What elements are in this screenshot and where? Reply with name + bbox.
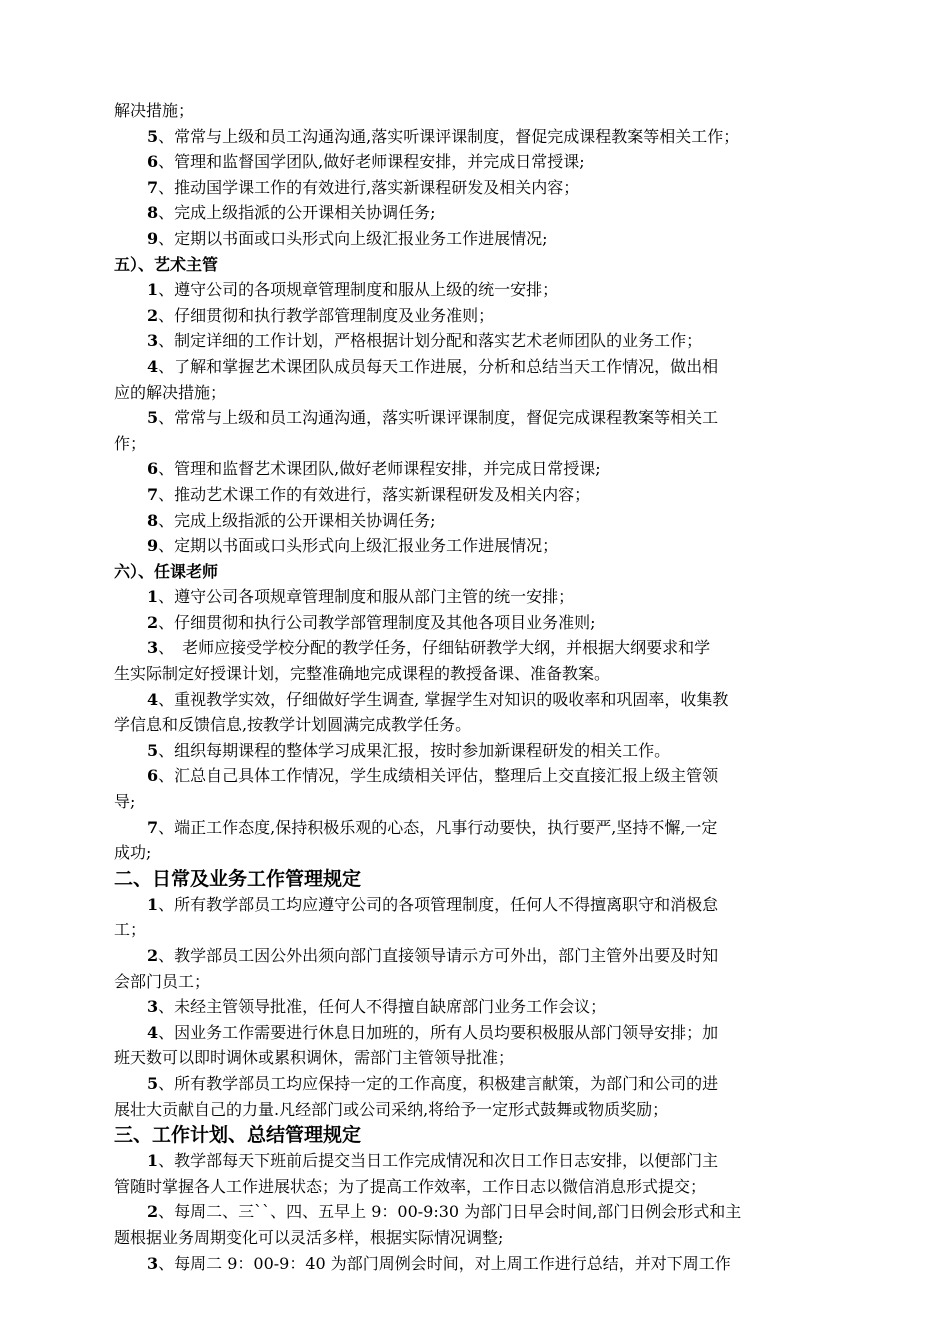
continuation-line: 导;: [114, 792, 136, 812]
item-text: 、仔细贯彻和执行教学部管理制度及业务准则；: [158, 305, 495, 325]
list-item: [114, 892, 839, 918]
item-number: 1: [147, 1151, 159, 1171]
item-text: 、定期以书面或口头形式向上级汇报业务工作进展情况;: [158, 228, 548, 248]
list-item: [114, 303, 839, 329]
list-item: [114, 994, 839, 1020]
item-text: 、未经主管领导批准，任何人不得擅自缺席部门业务工作会议；: [158, 997, 607, 1017]
list-item: [114, 328, 839, 354]
continuation-line: 管随时掌握各人工作进展状态；为了提高工作效率，工作日志以微信消息形式提交；: [114, 1176, 707, 1196]
list-item: [114, 815, 839, 841]
sub-heading: 六）、任课老师: [114, 561, 219, 581]
list-item: [114, 277, 839, 303]
item-number: 4: [147, 356, 159, 376]
item-text: 、常常与上级和员工沟通沟通,落实听课评课制度，督促完成课程教案等相关工作；: [158, 126, 740, 146]
list-item: [114, 405, 839, 431]
item-number: 2: [147, 1202, 159, 1222]
item-text: 、遵守公司的各项规章管理制度和服从上级的统一安排；: [158, 280, 559, 300]
item-number: 2: [147, 946, 159, 965]
section-heading: 二、日常及业务工作管理规定: [114, 867, 362, 890]
continuation-line: 成功;: [114, 843, 152, 863]
item-text: 、仔细贯彻和执行公司教学部管理制度及其他各项目业务准则;: [158, 612, 596, 632]
list-item: [114, 635, 839, 661]
item-number: 2: [147, 612, 159, 632]
item-number: 9: [147, 536, 159, 556]
item-number: 5: [147, 408, 159, 428]
section-heading: 三、工作计划、总结管理规定: [114, 1124, 362, 1147]
list-item: [114, 354, 839, 380]
list-item: [114, 943, 839, 969]
item-text: 、因业务工作需要进行休息日加班的，所有人员均要积极服从部门领导安排；加: [158, 1022, 719, 1042]
list-item: [114, 200, 839, 226]
list-item: [114, 149, 839, 175]
item-text: 、所有教学部员工均应遵守公司的各项管理制度，任何人不得擅离职守和消极怠: [158, 894, 719, 914]
document-body: [114, 98, 839, 1276]
list-item: [114, 1199, 839, 1225]
list-item: [114, 687, 839, 713]
list-item: [114, 584, 839, 610]
list-item: [114, 610, 839, 636]
item-number: 9: [147, 228, 159, 248]
item-number: 5: [147, 740, 159, 760]
continuation-line: 学信息和反馈信息,按教学计划圆满完成教学任务。: [114, 715, 472, 735]
item-number: 4: [147, 1022, 159, 1042]
item-text: 、遵守公司各项规章管理制度和服从部门主管的统一安排；: [158, 587, 575, 607]
item-text: 、 老师应接受学校分配的教学任务，仔细钻研教学大纲，并根据大纲要求和学: [158, 638, 711, 658]
item-text: 、推动艺术课工作的有效进行，落实新课程研发及相关内容；: [158, 484, 591, 504]
list-item: [114, 456, 839, 482]
item-text: 、常常与上级和员工沟通沟通，落实听课评课制度，督促完成课程教案等相关工: [158, 408, 719, 428]
item-text: 、完成上级指派的公开课相关协调任务;: [158, 203, 436, 223]
item-text: 、推动国学课工作的有效进行,落实新课程研发及相关内容；: [158, 177, 580, 197]
continuation-line: 工；: [114, 920, 147, 940]
item-number: 7: [147, 177, 159, 197]
item-number: 6: [147, 766, 159, 786]
item-number: 3: [147, 331, 159, 351]
list-item: [114, 1071, 839, 1097]
item-number: 3: [147, 1253, 159, 1273]
item-number: 2: [147, 305, 159, 325]
item-number: 4: [147, 689, 159, 709]
list-item: [114, 175, 839, 201]
item-text: 、制定详细的工作计划，严格根据计划分配和落实艺术老师团队的业务工作；: [158, 331, 703, 351]
item-number: 1: [147, 587, 159, 607]
item-number: 7: [147, 484, 159, 504]
item-text: 、了解和掌握艺术课团队成员每天工作进展，分析和总结当天工作情况，做出相: [158, 356, 719, 376]
continuation-line: 题根据业务周期变化可以灵活多样，根据实际情况调整;: [114, 1227, 504, 1247]
item-number: 5: [147, 1073, 159, 1093]
item-text: 、定期以书面或口头形式向上级汇报业务工作进展情况；: [158, 536, 559, 556]
continuation-line: 应的解决措施；: [114, 382, 227, 402]
item-number: 1: [147, 894, 159, 914]
list-item: [114, 1020, 839, 1046]
continuation-line: 展壮大贡献自己的力量.凡经部门或公司采纳,将给予一定形式鼓舞或物质奖励；: [114, 1099, 669, 1119]
item-number: 8: [147, 203, 159, 223]
list-item: [114, 482, 839, 508]
continuation-line: 生实际制定好授课计划，完整准确地完成课程的教授备课、准备教案。: [114, 664, 611, 684]
item-number: 6: [147, 459, 159, 479]
item-text: 、组织每期课程的整体学习成果汇报，按时参加新课程研发的相关工作。: [158, 740, 671, 760]
item-text: 、每周二、三``、四、五早上 9：00-9:30 为部门日早会时间,部门日例会形式和主: [158, 1202, 742, 1222]
continuation-line: 解决措施；: [114, 101, 195, 120]
list-item: [114, 1251, 839, 1277]
item-text: 、管理和监督国学团队,做好老师课程安排，并完成日常授课;: [158, 152, 585, 172]
item-text: 、管理和监督艺术课团队,做好老师课程安排，并完成日常授课;: [158, 459, 601, 479]
item-number: 7: [147, 817, 159, 837]
list-item: [114, 1148, 839, 1174]
item-text: 、所有教学部员工均应保持一定的工作高度，积极建言献策，为部门和公司的进: [158, 1073, 719, 1093]
sub-heading: 五）、艺术主管: [114, 254, 219, 274]
item-text: 、教学部员工因公外出须向部门直接领导请示方可外出，部门主管外出要及时知: [158, 946, 719, 965]
list-item: [114, 226, 839, 252]
item-number: 3: [147, 997, 159, 1017]
continuation-line: 班天数可以即时调休或累积调休，需部门主管领导批准；: [114, 1048, 515, 1068]
item-number: 1: [147, 280, 159, 300]
item-text: 、汇总自己具体工作情况，学生成绩相关评估，整理后上交直接汇报上级主管领: [158, 766, 719, 786]
list-item: [114, 508, 839, 534]
item-number: 5: [147, 126, 159, 146]
list-item: [114, 533, 839, 559]
item-text: 、端正工作态度,保持积极乐观的心态，凡事行动要快，执行要严,坚持不懈,一定: [158, 817, 718, 837]
list-item: [114, 124, 839, 150]
item-text: 、重视教学实效，仔细做好学生调查, 掌握学生对知识的吸收率和巩固率，收集教: [158, 689, 729, 709]
item-number: 3: [147, 638, 159, 658]
list-item: [114, 763, 839, 789]
item-text: 、每周二 9：00-9：40 为部门周例会时间，对上周工作进行总结，并对下周工作: [158, 1253, 731, 1273]
item-text: 、完成上级指派的公开课相关协调任务;: [158, 510, 436, 530]
list-item: [114, 738, 839, 764]
item-number: 6: [147, 152, 159, 172]
item-text: 、教学部每天下班前后提交当日工作完成情况和次日工作日志安排，以便部门主: [158, 1151, 719, 1171]
continuation-line: 会部门员工；: [114, 971, 211, 991]
continuation-line: 作；: [114, 433, 147, 453]
item-number: 8: [147, 510, 159, 530]
